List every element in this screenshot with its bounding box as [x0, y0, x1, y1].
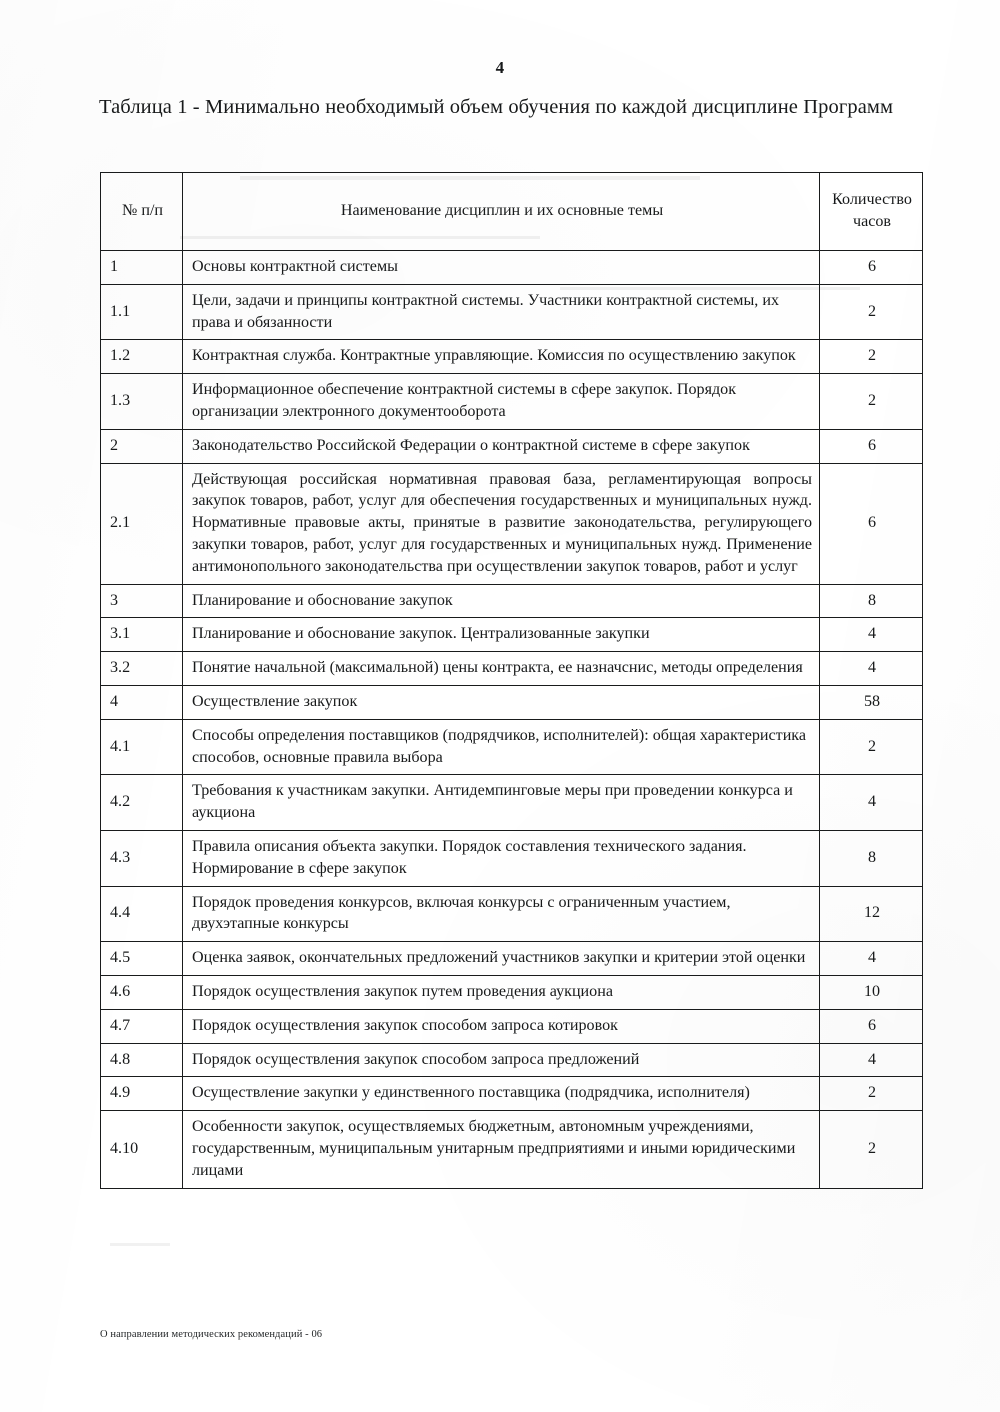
table-row — [101, 1077, 923, 1111]
hours-cell: 4 — [820, 775, 923, 831]
hours-cell: 4 — [820, 1043, 923, 1077]
discipline-name-cell: Понятие начальной (максимальной) цены контракта, ее назначснис, методы определения — [183, 652, 820, 686]
hours-cell: 4 — [820, 652, 923, 686]
hours-cell: 8 — [820, 584, 923, 618]
discipline-name-cell: Информационное обеспечение контрактной системы в сфере закупок. Порядок организации электронного документооборота — [183, 374, 820, 430]
table-row — [101, 284, 923, 340]
row-number-cell: 1 — [101, 251, 183, 285]
row-number-cell: 1.2 — [101, 340, 183, 374]
row-number-cell: 4.9 — [101, 1077, 183, 1111]
table-row — [101, 618, 923, 652]
discipline-name-cell: Основы контрактной системы — [183, 251, 820, 285]
discipline-name-cell: Цели, задачи и принципы контрактной системы. Участники контрактной системы, их права и обязанности — [183, 284, 820, 340]
table-row — [101, 463, 923, 584]
row-number-cell: 1.3 — [101, 374, 183, 430]
row-number-cell: 4 — [101, 685, 183, 719]
row-number-cell: 4.7 — [101, 1009, 183, 1043]
discipline-name-cell: Порядок осуществления закупок способом запроса котировок — [183, 1009, 820, 1043]
row-number-cell: 1.1 — [101, 284, 183, 340]
hours-cell: 2 — [820, 340, 923, 374]
row-number-cell: 3.2 — [101, 652, 183, 686]
table-row — [101, 1043, 923, 1077]
row-number-cell: 4.5 — [101, 942, 183, 976]
table-row — [101, 1111, 923, 1188]
course-table — [100, 172, 923, 1189]
table-row — [101, 719, 923, 775]
course-table-container — [100, 172, 922, 1189]
discipline-name-cell: Осуществление закупки у единственного поставщика (подрядчика, исполнителя) — [183, 1077, 820, 1111]
hours-cell: 10 — [820, 975, 923, 1009]
table-row — [101, 374, 923, 430]
hours-cell: 4 — [820, 618, 923, 652]
discipline-name-cell: Порядок осуществления закупок способом запроса предложений — [183, 1043, 820, 1077]
page-title: Таблица 1 - Минимально необходимый объем обучения по каждой дисциплине Программ — [99, 96, 894, 118]
column-header-hours-line2: часов — [852, 213, 892, 230]
column-header-hours-line1: Количество — [832, 191, 912, 209]
table-header-row — [101, 173, 923, 251]
row-number-cell: 4.1 — [101, 719, 183, 775]
table-row — [101, 975, 923, 1009]
discipline-name-cell: Законодательство Российской Федерации о контрактной системе в сфере закупок — [183, 429, 820, 463]
footer-note: О направлении методических рекомендаций - 06 — [100, 1329, 323, 1340]
column-header-hours — [820, 173, 923, 251]
hours-cell: 12 — [820, 886, 923, 942]
row-number-cell: 2.1 — [101, 463, 183, 584]
row-number-cell: 4.4 — [101, 886, 183, 942]
table-header — [101, 173, 923, 251]
row-number-cell: 4.8 — [101, 1043, 183, 1077]
discipline-name-cell: Порядок осуществления закупок путем проведения аукциона — [183, 975, 820, 1009]
table-row — [101, 830, 923, 886]
table-row — [101, 775, 923, 831]
row-number-cell: 3 — [101, 584, 183, 618]
discipline-name-cell: Действующая российская нормативная правовая база, регламентирующая вопросы закупок товаров, работ, услуг для обеспечения государственных и муниципальных нужд. Нормативные правовые акты, принятые в развитие законодательства, регулирующего закупки товаров, работ, услуг для государственных и муниципальных нужд. Применение антимонопольного законодательства при осуществлении закупок товаров, работ и услуг — [183, 463, 820, 584]
row-number-cell: 3.1 — [101, 618, 183, 652]
discipline-name-cell: Порядок проведения конкурсов, включая конкурсы с ограниченным участием, двухэтапные конкурсы — [183, 886, 820, 942]
table-row — [101, 886, 923, 942]
row-number-cell: 4.10 — [101, 1111, 183, 1188]
discipline-name-cell: Осуществление закупок — [183, 685, 820, 719]
row-number-cell: 4.3 — [101, 830, 183, 886]
page-number: 4 — [495, 58, 505, 77]
hours-cell: 58 — [820, 685, 923, 719]
hours-cell: 2 — [820, 1111, 923, 1188]
table-row — [101, 584, 923, 618]
row-number-cell: 4.2 — [101, 775, 183, 831]
hours-cell: 6 — [820, 1009, 923, 1043]
discipline-name-cell: Способы определения поставщиков (подрядчиков, исполнителей): общая характеристика способов, основные правила выбора — [183, 719, 820, 775]
hours-cell: 2 — [820, 374, 923, 430]
table-row — [101, 1009, 923, 1043]
discipline-name-cell: Планирование и обоснование закупок. Централизованные закупки — [183, 618, 820, 652]
hours-cell: 2 — [820, 284, 923, 340]
table-body — [101, 251, 923, 1189]
hours-cell: 2 — [820, 719, 923, 775]
discipline-name-cell: Требования к участникам закупки. Антидемпинговые меры при проведении конкурса и аукциона — [183, 775, 820, 831]
hours-cell: 8 — [820, 830, 923, 886]
discipline-name-cell: Оценка заявок, окончательных предложений участников закупки и критерии этой оценки — [183, 942, 820, 976]
discipline-name-cell: Особенности закупок, осуществляемых бюджетным, автономным учреждениями, государственным, муниципальным унитарным предприятиями и иными юридическими лицами — [183, 1111, 820, 1188]
hours-cell: 6 — [820, 463, 923, 584]
hours-cell: 2 — [820, 1077, 923, 1111]
hours-cell: 4 — [820, 942, 923, 976]
column-header-number: № п/п — [101, 173, 183, 251]
discipline-name-cell: Правила описания объекта закупки. Порядок составления технического задания. Нормирование в сфере закупок — [183, 830, 820, 886]
discipline-name-cell: Контрактная служба. Контрактные управляющие. Комиссия по осуществлению закупок — [183, 340, 820, 374]
table-row — [101, 251, 923, 285]
column-header-discipline-name: Наименование дисциплин и их основные темы — [183, 173, 820, 251]
table-row — [101, 652, 923, 686]
hours-cell: 6 — [820, 251, 923, 285]
table-row — [101, 942, 923, 976]
hours-cell: 6 — [820, 429, 923, 463]
table-row — [101, 685, 923, 719]
table-row — [101, 340, 923, 374]
row-number-cell: 2 — [101, 429, 183, 463]
discipline-name-cell: Планирование и обоснование закупок — [183, 584, 820, 618]
table-row — [101, 429, 923, 463]
row-number-cell: 4.6 — [101, 975, 183, 1009]
